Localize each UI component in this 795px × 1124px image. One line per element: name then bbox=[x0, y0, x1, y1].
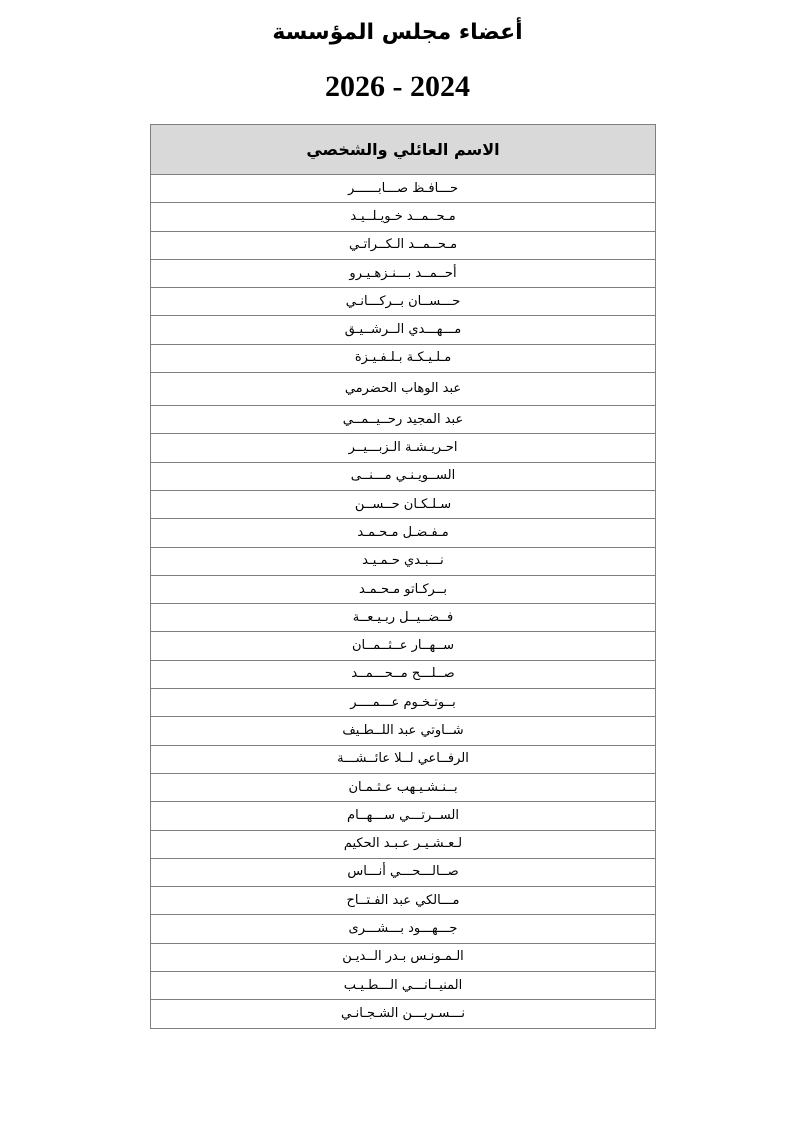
member-name: بــوتـخـوم عـــمــــر bbox=[151, 689, 656, 717]
table-row bbox=[151, 288, 656, 316]
table-row bbox=[151, 830, 656, 858]
table-row bbox=[151, 632, 656, 660]
table-row bbox=[151, 519, 656, 547]
member-name: حـــســان بــركـــانـي bbox=[151, 288, 656, 316]
member-name: نـــبـدي حـمـيـد bbox=[151, 547, 656, 575]
page-title: أعضاء مجلس المؤسسة bbox=[272, 20, 523, 45]
table-row bbox=[151, 344, 656, 372]
table-row bbox=[151, 1000, 656, 1028]
term-years: 2026 - 2024 bbox=[325, 70, 470, 103]
member-name: شــاوتي عبد اللــطـيف bbox=[151, 717, 656, 745]
members-list bbox=[151, 175, 656, 1029]
member-name: الســويـنـي مـــنــى bbox=[151, 462, 656, 490]
table-row bbox=[151, 915, 656, 943]
member-name: مـــالكي عبد الفـتــاح bbox=[151, 887, 656, 915]
member-name: نـــسـريـــن الشـجـانـي bbox=[151, 1000, 656, 1028]
member-name: أحــمــد بـــنـزهـيـرو bbox=[151, 259, 656, 287]
member-name: مـفـضـل مـحـمـد bbox=[151, 519, 656, 547]
table-row bbox=[151, 887, 656, 915]
table-row bbox=[151, 660, 656, 688]
member-name: حـــافـظ صـــابــــــر bbox=[151, 175, 656, 203]
member-name: لـعـشـيـر عـبـد الحكيم bbox=[151, 830, 656, 858]
table-row bbox=[151, 858, 656, 886]
member-name: مـحــمــد الـكــراتـي bbox=[151, 231, 656, 259]
member-name: جـــهـــود بـــشـــرى bbox=[151, 915, 656, 943]
table-row bbox=[151, 717, 656, 745]
member-name: احـريـشـة الـزبـــيــر bbox=[151, 434, 656, 462]
member-name: الرفــاعي لــلا عائــشـــة bbox=[151, 745, 656, 773]
table-row bbox=[151, 462, 656, 490]
table-row bbox=[151, 259, 656, 287]
table-row bbox=[151, 689, 656, 717]
table-row bbox=[151, 175, 656, 203]
table-row bbox=[151, 316, 656, 344]
table-header-row bbox=[151, 125, 656, 175]
member-name: سـلـكـان حــســن bbox=[151, 490, 656, 518]
table-row bbox=[151, 231, 656, 259]
member-name: الـمـونـس بـدر الــديـن bbox=[151, 943, 656, 971]
member-name: عبد الوهاب الحضرمي bbox=[151, 373, 656, 406]
member-name: مـحــمــد خـويـلــيـد bbox=[151, 203, 656, 231]
member-name: مـــهـــدي الــرشــيـق bbox=[151, 316, 656, 344]
member-name: بــركـاتو مـحـمـد bbox=[151, 575, 656, 603]
column-header-name: الاسم العائلي والشخصي bbox=[151, 125, 656, 175]
member-name: صــالـــحـــي أنـــاس bbox=[151, 858, 656, 886]
table-row bbox=[151, 604, 656, 632]
table-row bbox=[151, 773, 656, 801]
member-name: مـلـيـكـة بـلـفـيـزة bbox=[151, 344, 656, 372]
member-name: الســرتـــي ســـهــام bbox=[151, 802, 656, 830]
table-row bbox=[151, 490, 656, 518]
table-row bbox=[151, 575, 656, 603]
table-row bbox=[151, 745, 656, 773]
member-name: بــنـشـيـهب عـثـمـان bbox=[151, 773, 656, 801]
table-row bbox=[151, 406, 656, 434]
table-row bbox=[151, 943, 656, 971]
member-name: صــلـــح مــحـــمــد bbox=[151, 660, 656, 688]
table-row bbox=[151, 802, 656, 830]
table-row bbox=[151, 203, 656, 231]
member-name: فــضــيــل ربـيـعــة bbox=[151, 604, 656, 632]
member-name: المنيــانـــي الـــطـيـب bbox=[151, 972, 656, 1000]
table-row bbox=[151, 547, 656, 575]
table-row bbox=[151, 972, 656, 1000]
members-table bbox=[150, 124, 656, 1029]
table-row bbox=[151, 373, 656, 406]
table-row bbox=[151, 434, 656, 462]
member-name: ســهــار عــثــمــان bbox=[151, 632, 656, 660]
member-name: عبد المجيد رحــيــمــي bbox=[151, 406, 656, 434]
